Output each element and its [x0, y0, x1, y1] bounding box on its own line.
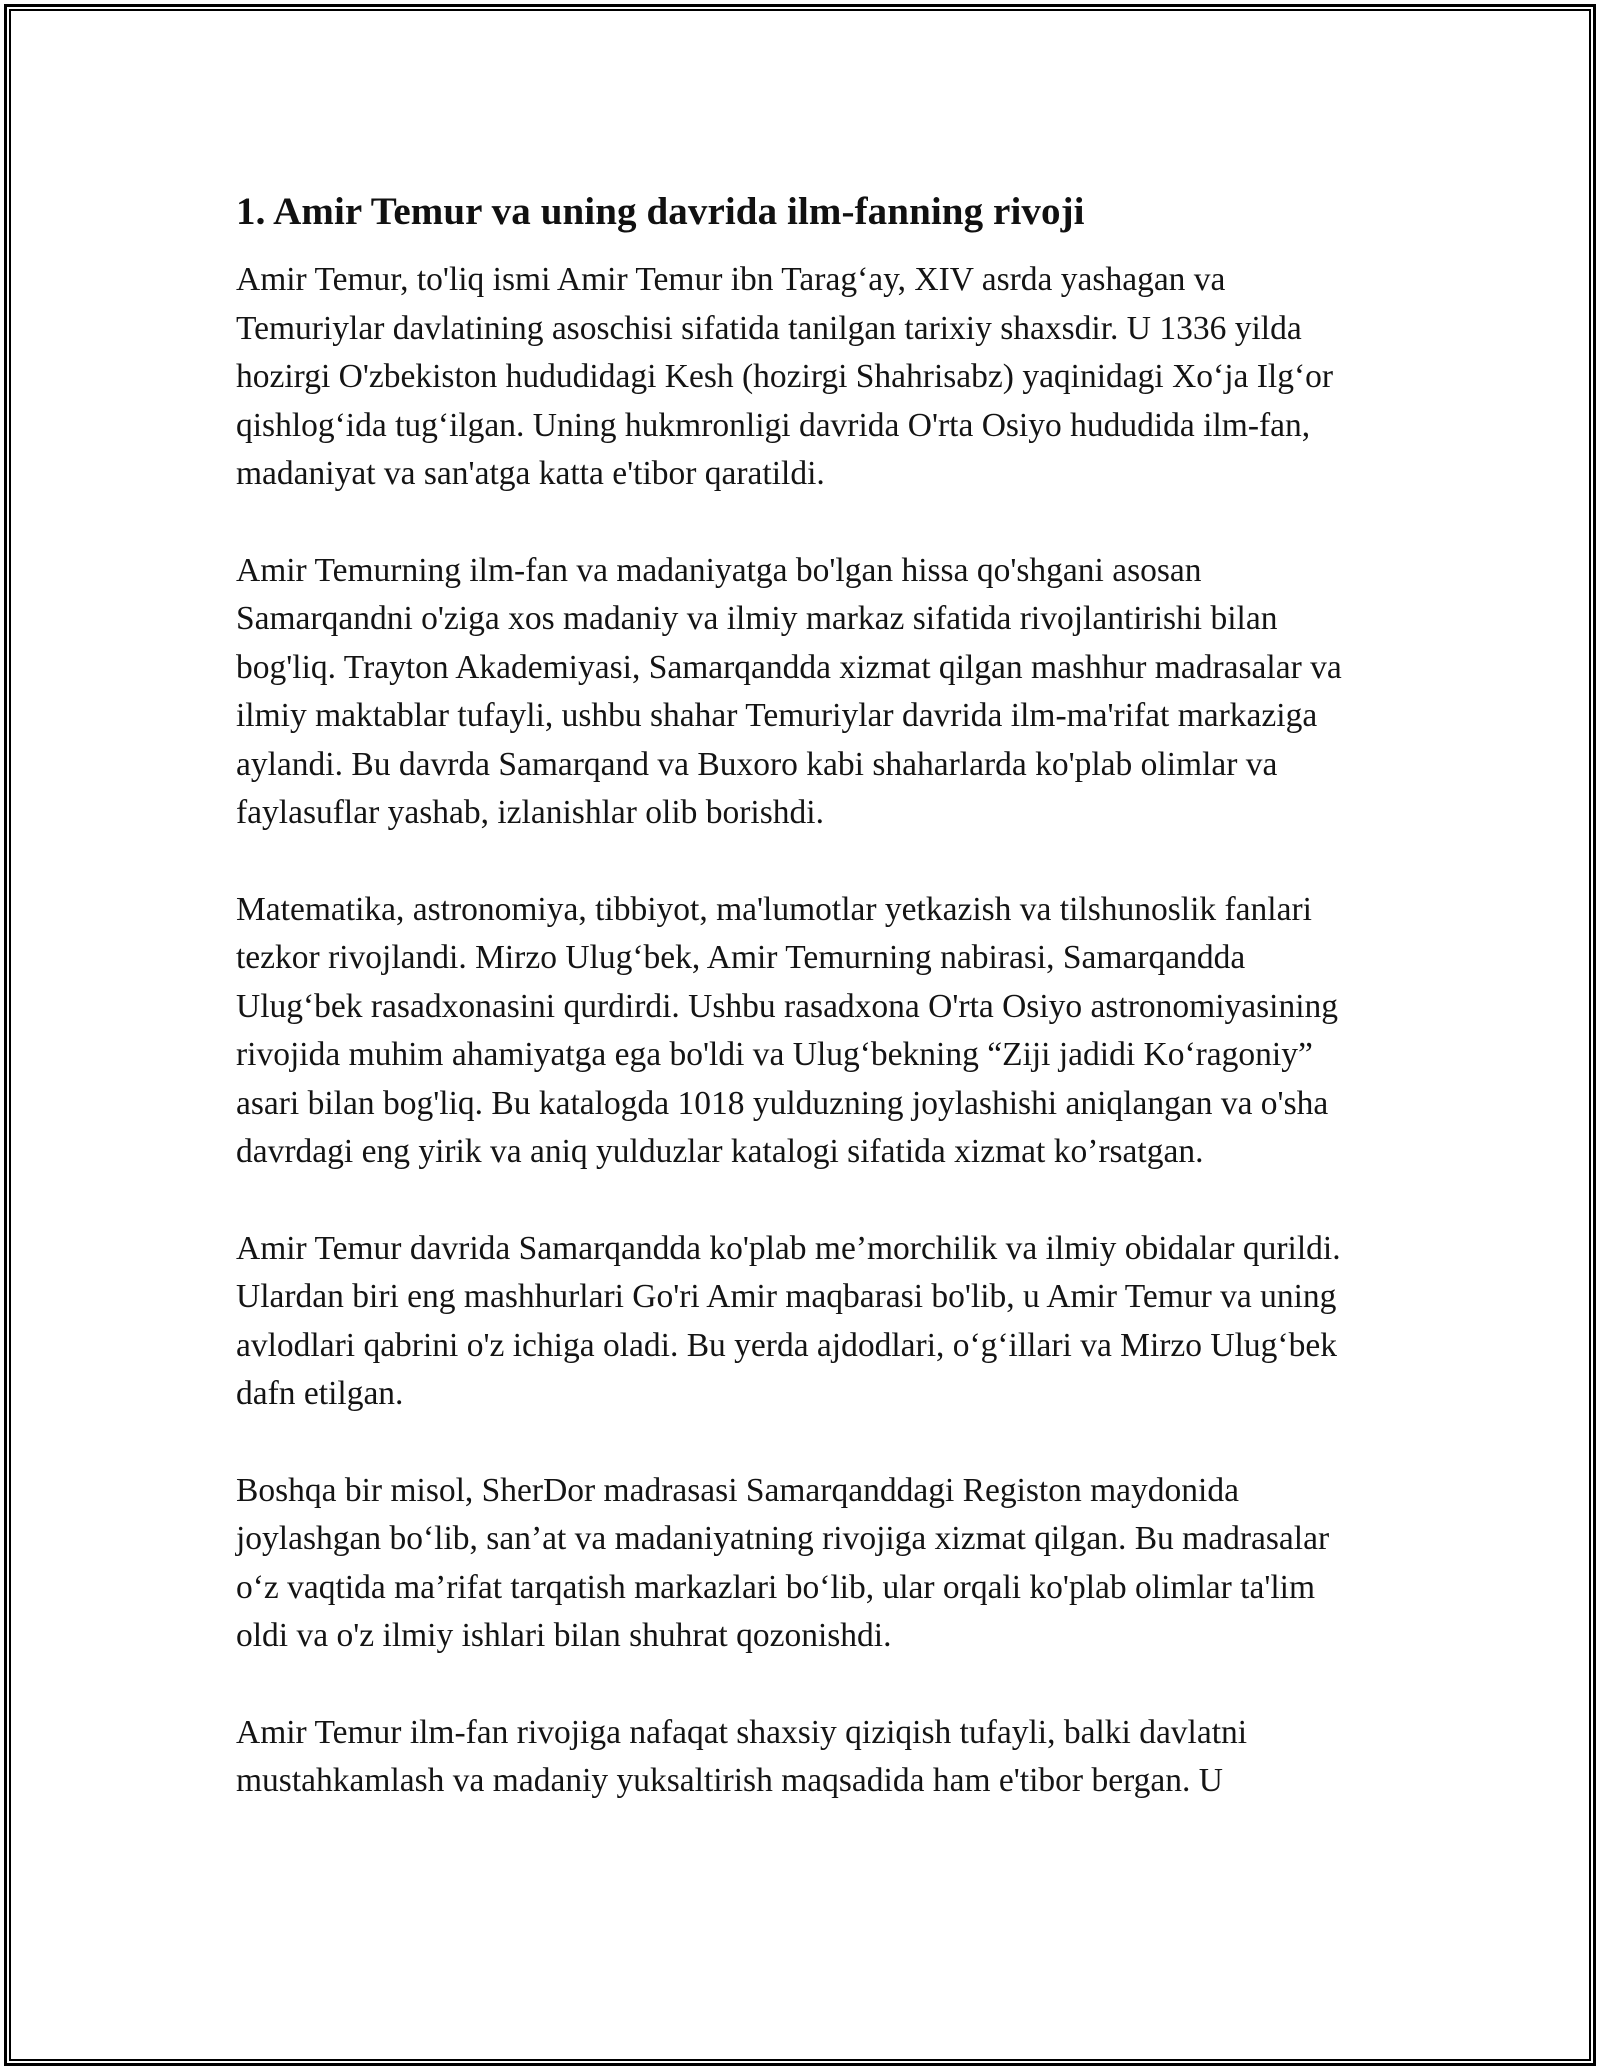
- paragraph-1: Amir Temur, to'liq ismi Amir Temur ibn Tarag‘ay, XIV asrda yashagan va Temuriylar davlatining asoschisi sifatida tanilgan tarixiy shaxsdir. U 1336 yilda hozirgi O'zbekiston hududidagi Kesh (hozirgi Shahrisabz) yaqinidagi Xo‘ja Ilg‘or qishlog‘ida tug‘ilgan. Uning hukmronligi davrida O'rta Osiyo hududida ilm-fan, madaniyat va san'atga katta e'tibor qaratildi.: [236, 261, 1334, 492]
- paragraph-6: Amir Temur ilm-fan rivojiga nafaqat shaxsiy qiziqish tufayli, balki davlatni mustahkamlash va madaniy yuksaltirish maqsadida ham e'tibor bergan. U: [236, 1713, 1248, 1799]
- paragraph-3: Matematika, astronomiya, tibbiyot, ma'lumotlar yetkazish va tilshunoslik fanlari tezkor rivojlandi. Mirzo Ulug‘bek, Amir Temurning nabirasi, Samarqandda Ulug‘bek rasadxonasini qurdirdi. Ushbu rasadxona O'rta Osiyo astronomiyasining rivojida muhim ahamiyatga ega bo'ldi va Ulug‘bekning “Ziji jadidi Ko‘ragoniy” asari bilan bog'liq. Bu katalogda 1018 yulduzning joylashishi aniqlangan va o'sha davrdagi eng yirik va aniq yulduzlar katalogi sifatida xizmat ko’rsatgan.: [236, 890, 1339, 1170]
- section-title: 1. Amir Temur va uning davrida ilm-fanning rivoji: [236, 190, 1085, 233]
- paragraph-2: Amir Temurning ilm-fan va madaniyatga bo'lgan hissa qo'shgani asosan Samarqandni o'ziga xos madaniy va ilmiy markaz sifatida rivojlantirishi bilan bog'liq. Trayton Akademiyasi, Samarqandda xizmat qilgan mashhur madrasalar va ilmiy maktablar tufayli, ushbu shahar Temuriylar davrida ilm-ma'rifat markaziga aylandi. Bu davrda Samarqand va Buxoro kabi shaharlarda ko'plab olimlar va faylasuflar yashab, izlanishlar olib borishdi.: [236, 551, 1342, 831]
- document-body: [236, 188, 1366, 1854]
- paragraph-4: Amir Temur davrida Samarqandda ko'plab me’morchilik va ilmiy obidalar qurildi. Ulardan biri eng mashhurlari Go'ri Amir maqbarasi bo'lib, u Amir Temur va uning avlodlari qabrini o'z ichiga oladi. Bu yerda ajdodlari, o‘g‘illari va Mirzo Ulug‘bek dafn etilgan.: [236, 1229, 1341, 1412]
- paragraph-5: Boshqa bir misol, SherDor madrasasi Samarqanddagi Registon maydonida joylashgan bo‘lib, san’at va madaniyatning rivojiga xizmat qilgan. Bu madrasalar o‘z vaqtida ma’rifat tarqatish markazlari bo‘lib, ular orqali ko'plab olimlar ta'lim oldi va o'z ilmiy ishlari bilan shuhrat qozonishdi.: [236, 1471, 1330, 1654]
